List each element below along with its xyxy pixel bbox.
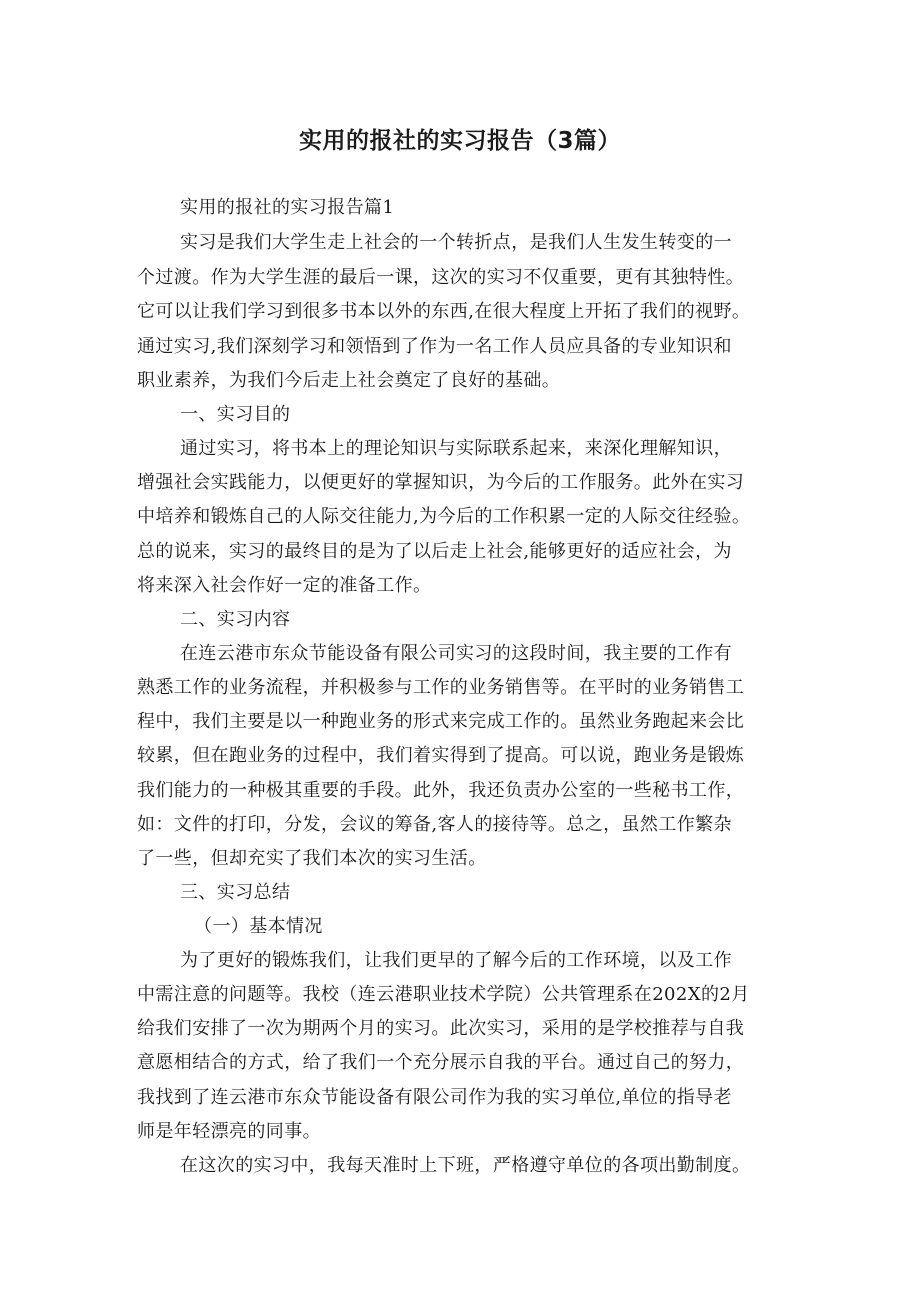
section-heading-summary: 三、实习总结: [180, 882, 291, 903]
paragraph-line: 它可以让我们学习到很多书本以外的东西,在很大程度上开拓了我们的视野。: [137, 301, 751, 322]
paragraph-line: 在连云港市东众节能设备有限公司实习的这段时间，我主要的工作有: [180, 643, 732, 664]
paragraph-line: 给我们安排了一次为期两个月的实习。此次实习，采用的是学校推荐与自我: [137, 1018, 745, 1039]
paragraph-line: 在这次的实习中，我每天准时上下班，严格遵守单位的各项出勤制度。: [180, 1155, 751, 1176]
subsection-heading-basic-situation: （一）基本情况: [194, 916, 323, 937]
paragraph-line: 了一些，但却充实了我们本次的实习生活。: [137, 848, 487, 869]
paragraph-line: 通过实习,我们深刻学习和领悟到了作为一名工作人员应具备的专业知识和: [137, 336, 732, 357]
paragraph-line: 较累，但在跑业务的过程中，我们着实得到了提高。可以说，跑业务是锻炼: [137, 745, 745, 766]
section-heading-article-1: 实用的报社的实习报告篇1: [180, 197, 395, 218]
paragraph-line: 为了更好的锻炼我们，让我们更早的了解今后的工作环境，以及工作: [180, 950, 732, 971]
paragraph-line: 将来深入社会作好一定的准备工作。: [137, 575, 432, 596]
section-heading-purpose: 一、实习目的: [180, 404, 291, 425]
paragraph-line: 师是年轻漂亮的同事。: [137, 1121, 321, 1142]
paragraph-line: 总的说来，实习的最终目的是为了以后走上社会,能够更好的适应社会，为: [137, 541, 732, 562]
paragraph-line: 意愿相结合的方式，给了我们一个充分展示自我的平台。通过自己的努力，: [137, 1052, 745, 1073]
paragraph-line: 如：文件的打印，分发，会议的筹备,客人的接待等。总之，虽然工作繁杂: [137, 814, 732, 835]
document-title: 实用的报社的实习报告（3篇）: [298, 128, 621, 154]
paragraph-line: 中需注意的问题等。我校（连云港职业技术学院）公共管理系在202X的2月: [137, 984, 750, 1005]
paragraph-line: 增强社会实践能力，以便更好的掌握知识，为今后的工作服务。此外在实习: [137, 472, 745, 493]
paragraph-line: 职业素养，为我们今后走上社会奠定了良好的基础。: [137, 370, 561, 391]
paragraph-line: 个过渡。作为大学生涯的最后一课，这次的实习不仅重要，更有其独特性。: [137, 267, 745, 288]
paragraph-line: 我们能力的一种极其重要的手段。此外，我还负责办公室的一些秘书工作，: [137, 780, 745, 801]
paragraph-line: 通过实习，将书本上的理论知识与实际联系起来，来深化理解知识，: [180, 438, 732, 459]
paragraph-line: 程中，我们主要是以一种跑业务的形式来完成工作的。虽然业务跑起来会比: [137, 711, 745, 732]
paragraph-line: 我找到了连云港市东众节能设备有限公司作为我的实习单位,单位的指导老: [137, 1087, 732, 1108]
section-heading-content: 二、实习内容: [180, 609, 291, 630]
paragraph-line: 实习是我们大学生走上社会的一个转折点，是我们人生发生转变的一: [180, 232, 732, 253]
paragraph-line: 中培养和锻炼自己的人际交往能力,为今后的工作积累一定的人际交往经验。: [137, 506, 751, 527]
paragraph-line: 熟悉工作的业务流程，并积极参与工作的业务销售等。在平时的业务销售工: [137, 677, 745, 698]
